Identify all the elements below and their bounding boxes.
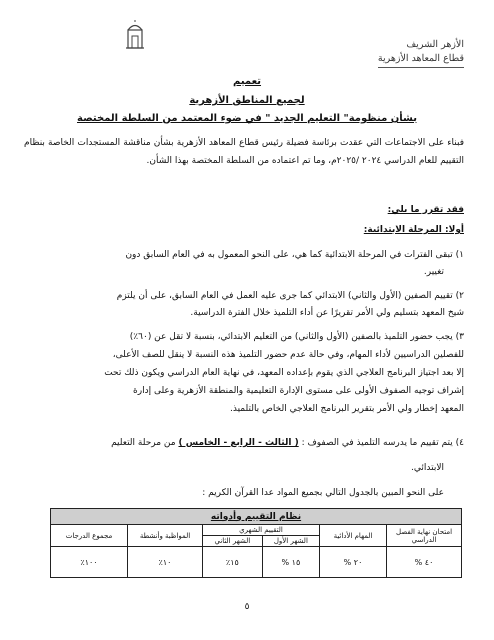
- header-tasks: المهام الأدائية: [320, 525, 387, 547]
- item-3-line-2: للفصلين الدراسيين لأداء المهام، وفي حالة عدم حضور التلميذ هذه النسبة لا ينقل للصف الأعلى،: [112, 350, 464, 360]
- circular-subject: بشأن منظومة" التعليم الجديد " في ضوء المعتمد من السلطة المختصة: [77, 113, 417, 124]
- circular-title: تعميم: [232, 76, 262, 87]
- header-line-1: الأزهر الشريف: [406, 39, 464, 50]
- item-4-prefix: ٤) يتم تقييم ما يدرسه التلميذ في الصفوف :: [298, 438, 464, 448]
- section-primary-heading: أولا: المرحلة الابتدائية:: [363, 225, 464, 235]
- header-monthly: التقييم الشهري: [203, 525, 320, 536]
- header-total: مجموع الدرجات: [51, 525, 128, 547]
- al-azhar-logo-icon: [124, 20, 146, 50]
- item-2-line-2: شيخ المعهد بتسليم ولي الأمر تقريرًا عن أداء التلميذ خلال الفترة الدراسية.: [190, 308, 464, 318]
- item-1-line-2: تغيير.: [423, 267, 444, 277]
- value-final-exam: ٤٠ %: [387, 547, 462, 578]
- header-month-2: الشهر الثاني: [203, 536, 263, 547]
- item-4-line-2: الابتدائي.: [411, 463, 444, 473]
- grading-table: [50, 508, 462, 578]
- item-1-line-1: ١) تبقى الفترات في المرحلة الابتدائية كما هي، على النحو المعمول به في العام السابق دون: [125, 250, 464, 260]
- item-3-line-3: إلا بعد اجتياز البرنامج العلاجي الذي يقوم بإعداده المعهد، في نهاية العام الدراسي ويكون ذلك تحت: [104, 368, 464, 378]
- value-month-2: ١٥٪: [203, 547, 263, 578]
- institution-header: [378, 38, 464, 68]
- page-number: ٥: [244, 602, 250, 612]
- intro-paragraph: فبناء على الاجتماعات التي عقدت برئاسة فضيلة رئيس قطاع المعاهد الأزهرية بشأن مناقشة المستجدات الخاصة بنظام التقييم للعام الدراسي ٢٠٢٤ /٢٠٢٥م، وما تم اعتماده من السلطة المختصة بهذا الشأن.: [24, 138, 464, 166]
- table-intro: على النحو المبين بالجدول التالي بجميع المواد عدا القرآن الكريم :: [202, 488, 444, 498]
- header-month-1: الشهر الأول: [262, 536, 319, 547]
- value-attendance: ١٠٪: [128, 547, 203, 578]
- item-2-line-1: ٢) تقييم الصفين (الأول والثاني) الابتدائي كما جرى عليه العمل في العام السابق، على أن يلتزم: [116, 291, 464, 301]
- item-3-line-4: إشراف توجيه الصفوف الأولى على مستوى الإدارة التعليمية والمنطقة الأزهرية وعلى إدارة: [133, 386, 464, 396]
- item-4-suffix: من مرحلة التعليم: [111, 438, 179, 448]
- item-3-line-1: ٣) يجب حضور التلميذ بالصفين (الأول والثاني) من التعليم الابتدائي، بنسبة لا تقل عن (٦٠٪): [129, 332, 464, 342]
- value-month-1: ١٥ %: [262, 547, 319, 578]
- header-attendance: المواظبة وأنشطة: [128, 525, 203, 547]
- grading-table-title: نظام التقييم وأدواته: [51, 509, 462, 525]
- item-4-grades: ( الثالث - الرابع - الخامس ): [178, 438, 299, 448]
- value-total: ١٠٠٪: [51, 547, 128, 578]
- item-3-line-5: المعهد إخطار ولي الأمر بتقرير البرنامج العلاجي الخاص بالتلميذ.: [230, 404, 464, 414]
- value-tasks: ٢٠ %: [320, 547, 387, 578]
- circular-recipients: لجميع المناطق الأزهرية: [189, 95, 305, 106]
- decision-heading: فقد تقرر ما يلي:: [387, 205, 464, 215]
- item-4-line-1: [111, 435, 464, 451]
- header-line-2: قطاع المعاهد الأزهرية: [378, 52, 464, 68]
- header-final-exam: امتحان نهاية الفصل الدراسي: [387, 525, 462, 547]
